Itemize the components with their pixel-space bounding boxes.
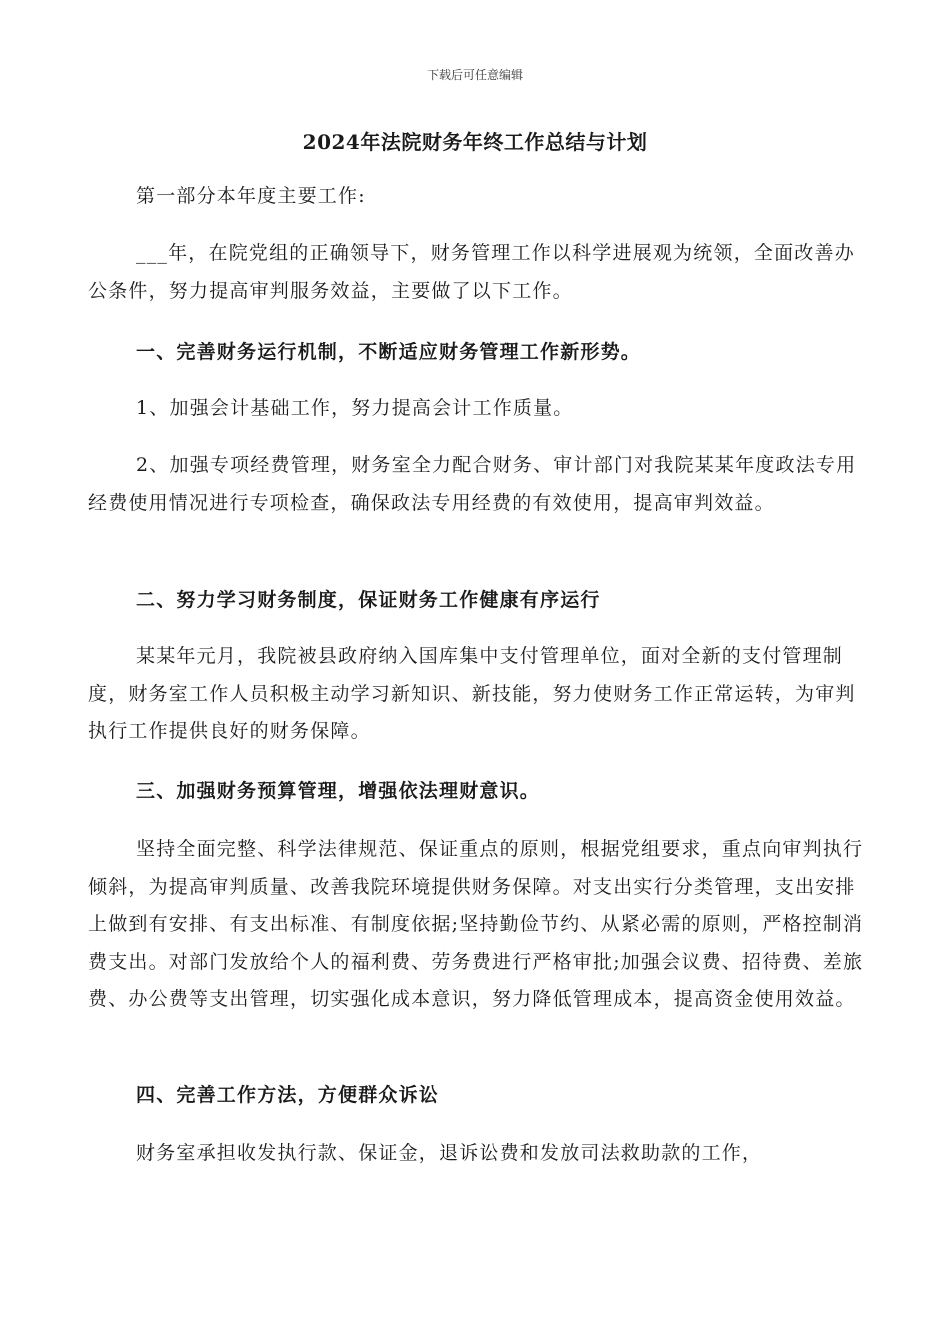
section-2-paragraph-1: 某某年元月，我院被县政府纳入国库集中支付管理单位，面对全新的支付管理制度，财务室工作人员积极主动学习新知识、新技能，努力使财务工作正常运转，为审判执行工作提供良好的财务保障。 — [88, 645, 856, 742]
part-heading: 第一部分本年度主要工作: — [136, 185, 366, 207]
section-1-paragraph-2: 2、加强专项经费管理，财务室全力配合财务、审计部门对我院某某年度政法专用经费使用情况进行专项检查，确保政法专用经费的有效使用，提高审判效益。 — [88, 454, 857, 514]
section-3-paragraph-1: 坚持全面完整、科学法律规范、保证重点的原则，根据党组要求，重点向审判执行倾斜，为提高审判质量、改善我院环境提供财务保障。对支出实行分类管理，支出安排上做到有安排、有支出标准、有制度依据;坚持勤俭节约、从紧必需的原则，严格控制消费支出。对部门发放给个人的福利费、劳务费进行严格审批;加强会议费、招待费、差旅费、办公费等支出管理，切实强化成本意识，努力降低管理成本，提高资金使用效益。 — [88, 838, 864, 1010]
section-3-heading: 三、加强财务预算管理，增强依法理财意识。 — [136, 780, 541, 802]
section-4-heading: 四、完善工作方法，方便群众诉讼 — [136, 1084, 440, 1106]
section-1-heading: 一、完善财务运行机制，不断适应财务管理工作新形势。 — [136, 341, 642, 363]
section-1-paragraph-1: 1、加强会计基础工作，努力提高会计工作质量。 — [136, 397, 574, 419]
intro-paragraph: ___年，在院党组的正确领导下，财务管理工作以科学进展观为统领，全面改善办公条件，努力提高审判服务效益，主要做了以下工作。 — [88, 242, 855, 302]
section-2-heading: 二、努力学习财务制度，保证财务工作健康有序运行 — [136, 589, 601, 611]
document-title: 2024年法院财务年终工作总结与计划 — [302, 130, 648, 154]
header-note: 下载后可任意编辑 — [426, 68, 523, 82]
section-4-paragraph-1: 财务室承担收发执行款、保证金，退诉讼费和发放司法救助款的工作， — [136, 1142, 763, 1164]
